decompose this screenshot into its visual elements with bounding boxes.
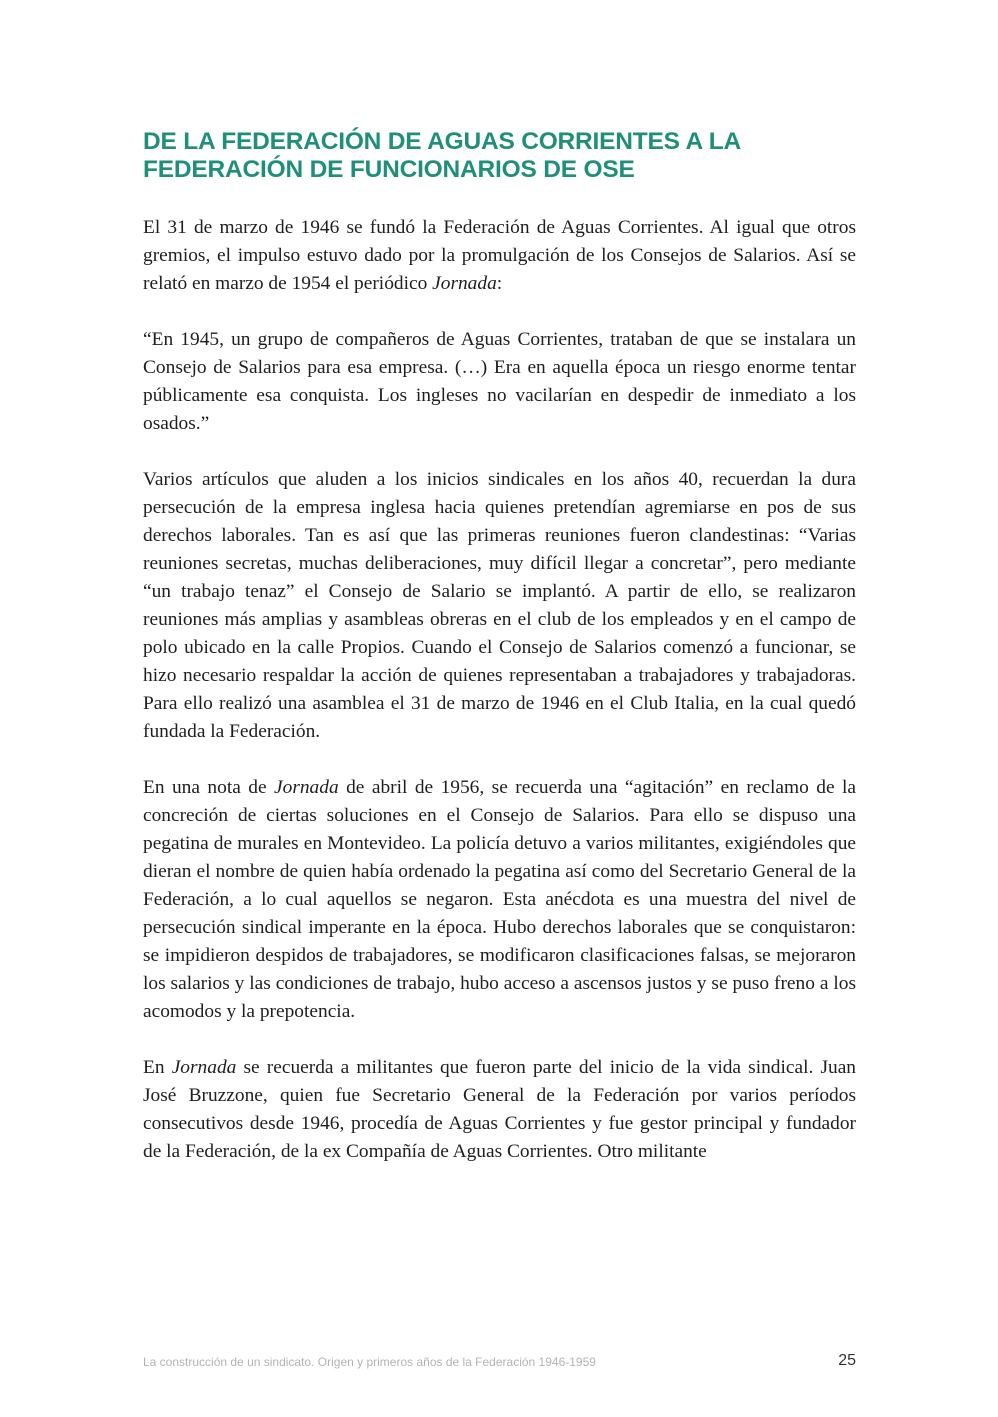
paragraph-5 xyxy=(143,1054,856,1166)
section-heading xyxy=(143,128,863,184)
paragraph-5-text-a: En xyxy=(143,1057,172,1078)
paragraph-1-text-b: : xyxy=(496,273,503,294)
paragraph-1 xyxy=(143,214,856,298)
paragraph-1-text-a: El 31 de marzo de 1946 se fundó la Federación de Aguas Corrientes. Al igual que otros gremios, el impulso estuvo dado por la promulgación de los Consejos de Salarios. Así se relató en marzo de 1954 el periódico xyxy=(143,217,856,294)
paragraph-5-text-b: se recuerda a militantes que fueron parte del inicio de la vida sindical. Juan José Bruzzone, quien fue Secretario General de la Federación por varios períodos consecutivos desde 1946, procedía de Aguas Corrientes y fue gestor principal y fundador de la Federación, de la ex Compañía de Aguas Corrientes. Otro militante xyxy=(143,1057,857,1162)
paragraph-4-text-b: de abril de 1956, se recuerda una “agitación” en reclamo de la concreción de ciertas soluciones en el Consejo de Salarios. Para ello se dispuso una pegatina de murales en Montevideo. La policía detuvo a varios militantes, exigiéndoles que dieran el nombre de quien había ordenado la pegatina así como del Secretario General de la Federación, a lo cual aquellos se negaron. Esta anécdota es una muestra del nivel de persecución sindical imperante en la época. Hubo derechos laborales que se conquistaron: se impidieron despidos de trabajadores, se modificaron clasificaciones falsas, se mejoraron los salarios y las condiciones de trabajo, hubo acceso a ascensos justos y se puso freno a los acomodos y la prepotencia. xyxy=(143,777,856,1022)
body-text xyxy=(143,214,856,1194)
page-number: 25 xyxy=(838,1352,856,1369)
paragraph-3: Varios artículos que aluden a los inicios sindicales en los años 40, recuerdan la dura persecución de la empresa inglesa hacia quienes pretendían agremiarse en pos de sus derechos laborales. Tan es así que las primeras reuniones fueron clandestinas: “Varias reuniones secretas, muchas deliberaciones, muy difícil llegar a concretar”, pero mediante “un trabajo tenaz” el Consejo de Salario se implantó. A partir de ello, se realizaron reuniones más amplias y asambleas obreras en el club de los empleados y en el campo de polo ubicado en la calle Propios. Cuando el Consejo de Salarios comenzó a funcionar, se hizo necesario respaldar la acción de quienes representaban a trabajadores y trabajadoras. Para ello realizó una asamblea el 31 de marzo de 1946 en el Club Italia, en la cual quedó fundada la Federación. xyxy=(143,469,856,742)
paragraph-4-text-a: En una nota de xyxy=(143,777,275,798)
paragraph-4 xyxy=(143,774,856,1026)
periodical-name: Jornada xyxy=(171,1057,237,1078)
heading-line-1: DE LA FEDERACIÓN DE AGUAS CORRIENTES A LA xyxy=(143,128,741,155)
paragraph-2-quote: “En 1945, un grupo de compañeros de Aguas Corrientes, trataban de que se instalara un Consejo de Salarios para esa empresa. (…) Era en aquella época un riesgo enorme tentar públicamente esa conquista. Los ingleses no vacilarían en despedir de inmediato a los osados.” xyxy=(143,329,856,434)
periodical-name: Jornada xyxy=(432,273,497,294)
heading-line-2: FEDERACIÓN DE FUNCIONARIOS DE OSE xyxy=(143,156,635,183)
running-footer: La construcción de un sindicato. Origen y primeros años de la Federación 1946-1959 xyxy=(143,1355,596,1369)
periodical-name: Jornada xyxy=(274,777,339,798)
